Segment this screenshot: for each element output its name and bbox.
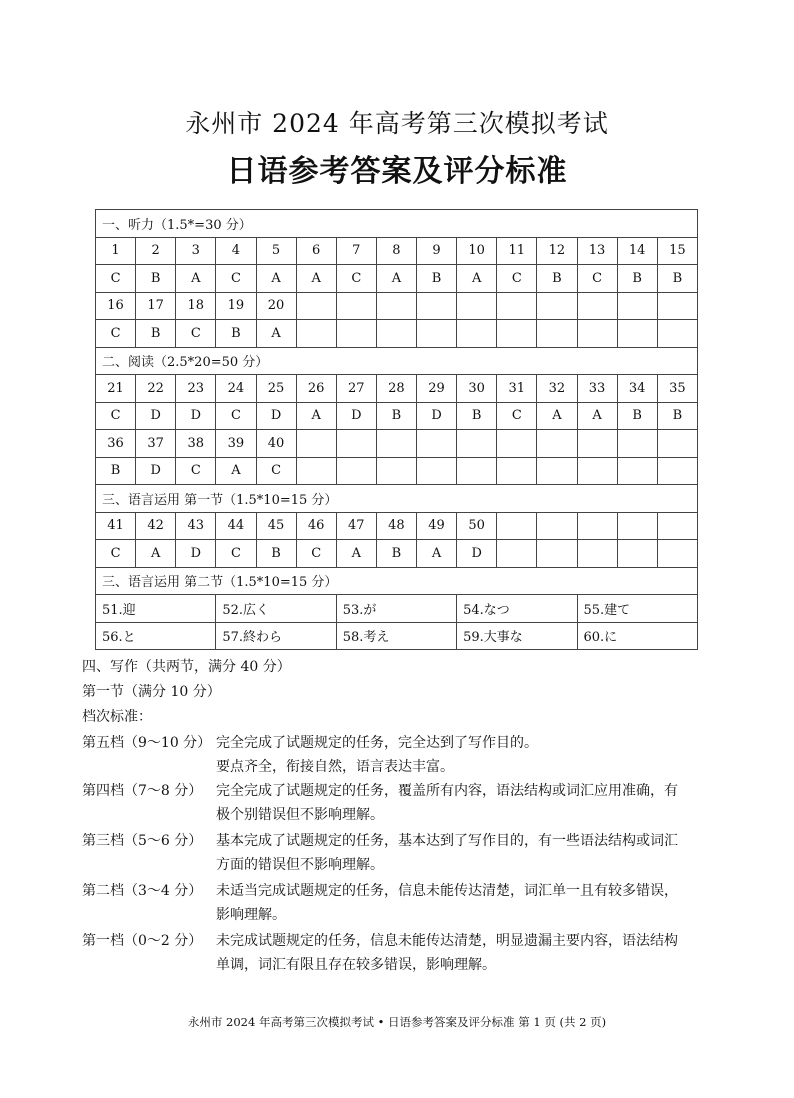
question-number — [296, 430, 336, 458]
question-number: 28 — [376, 375, 416, 403]
number-row — [96, 430, 698, 458]
level-text: 完全完成了试题规定的任务，完全达到了写作目的。 — [216, 735, 538, 751]
level-item — [82, 829, 722, 877]
level-text: 要点齐全，衔接自然，语言表达丰富。 — [216, 759, 454, 775]
level-label: 第四档（7～8 分） — [82, 783, 203, 799]
answer-row — [96, 595, 698, 623]
answer-cell: A — [296, 402, 336, 430]
fill-answer-cell: 53.が — [336, 595, 456, 623]
answer-row — [96, 457, 698, 485]
question-number: 49 — [417, 512, 457, 540]
question-number: 12 — [537, 237, 577, 265]
answer-cell: B — [657, 265, 697, 293]
answer-cell: B — [136, 320, 176, 348]
answer-cell — [497, 540, 537, 568]
answer-cell: C — [96, 265, 136, 293]
answer-cell — [537, 540, 577, 568]
answer-cell: A — [216, 457, 256, 485]
question-number: 21 — [96, 375, 136, 403]
answer-cell: B — [136, 265, 176, 293]
question-number — [296, 292, 336, 320]
fill-answer-cell: 59.大事な — [457, 622, 577, 650]
question-number — [457, 292, 497, 320]
answer-cell: B — [617, 265, 657, 293]
level-item — [82, 879, 722, 927]
number-row — [96, 375, 698, 403]
question-number: 34 — [617, 375, 657, 403]
question-number: 16 — [96, 292, 136, 320]
question-number — [617, 512, 657, 540]
level-text: 极个别错误但不影响理解。 — [216, 807, 384, 823]
level-text: 单调，词汇有限且存在较多错误，影响理解。 — [216, 957, 496, 973]
answer-row — [96, 622, 698, 650]
fill-answer-cell: 60.に — [577, 622, 698, 650]
question-number: 39 — [216, 430, 256, 458]
level-item — [82, 731, 722, 779]
answer-cell — [336, 320, 376, 348]
answer-cell: C — [497, 265, 537, 293]
level-text: 方面的错误但不影响理解。 — [216, 857, 384, 873]
answer-cell: B — [537, 265, 577, 293]
answer-cell — [537, 457, 577, 485]
answer-row — [96, 320, 698, 348]
question-number: 26 — [296, 375, 336, 403]
answer-cell: C — [296, 540, 336, 568]
answer-cell: D — [417, 402, 457, 430]
fill-answer-cell: 58.考え — [336, 622, 456, 650]
answer-cell: A — [136, 540, 176, 568]
question-number — [657, 512, 697, 540]
question-number — [497, 292, 537, 320]
question-number: 7 — [336, 237, 376, 265]
level-label: 第二档（3～4 分） — [82, 883, 203, 899]
number-row — [96, 237, 698, 265]
answer-cell: D — [256, 402, 296, 430]
answer-cell: A — [457, 265, 497, 293]
question-number — [376, 292, 416, 320]
answer-cell: C — [216, 540, 256, 568]
question-number: 22 — [136, 375, 176, 403]
answer-cell: D — [336, 402, 376, 430]
answer-cell: B — [457, 402, 497, 430]
question-number: 30 — [457, 375, 497, 403]
question-number: 43 — [176, 512, 216, 540]
question-number: 4 — [216, 237, 256, 265]
answer-cell — [376, 457, 416, 485]
fill-answer-cell: 54.なつ — [457, 595, 577, 623]
answer-row — [96, 540, 698, 568]
answer-cell: B — [256, 540, 296, 568]
question-number: 6 — [296, 237, 336, 265]
answer-cell: B — [376, 402, 416, 430]
question-number — [497, 512, 537, 540]
section-header-row — [96, 485, 698, 513]
answer-cell: A — [256, 265, 296, 293]
question-number: 35 — [657, 375, 697, 403]
fill-answer-cell: 52.広く — [216, 595, 336, 623]
answer-cell: B — [417, 265, 457, 293]
question-number — [577, 292, 617, 320]
level-text: 未适当完成试题规定的任务，信息未能传达清楚，词汇单一且有较多错误， — [216, 883, 678, 899]
question-number: 45 — [256, 512, 296, 540]
answer-cell: C — [176, 457, 216, 485]
question-number: 40 — [256, 430, 296, 458]
listening-heading: 一、听力（1.5*=30 分） — [96, 210, 698, 238]
question-number — [376, 430, 416, 458]
number-row — [96, 512, 698, 540]
question-number — [577, 430, 617, 458]
question-number: 10 — [457, 237, 497, 265]
question-number — [657, 430, 697, 458]
question-number: 19 — [216, 292, 256, 320]
answer-cell: A — [376, 265, 416, 293]
writing-heading: 四、写作（共两节，满分 40 分） — [82, 659, 291, 675]
question-number: 23 — [176, 375, 216, 403]
question-number — [617, 430, 657, 458]
question-number: 36 — [96, 430, 136, 458]
section-header-row — [96, 210, 698, 238]
question-number: 17 — [136, 292, 176, 320]
answer-cell: A — [577, 402, 617, 430]
question-number: 15 — [657, 237, 697, 265]
fill-answer-cell: 57.終わら — [216, 622, 336, 650]
answer-cell — [657, 540, 697, 568]
section-header-row — [96, 567, 698, 595]
answer-cell — [336, 457, 376, 485]
answer-cell: C — [256, 457, 296, 485]
answer-cell — [296, 457, 336, 485]
level-text: 基本完成了试题规定的任务，基本达到了写作目的，有一些语法结构或词汇 — [216, 833, 678, 849]
question-number: 14 — [617, 237, 657, 265]
answer-cell: A — [296, 265, 336, 293]
criteria-label: 档次标准： — [82, 709, 152, 725]
question-number: 25 — [256, 375, 296, 403]
reading-heading: 二、阅读（2.5*20=50 分） — [96, 347, 698, 375]
question-number — [657, 292, 697, 320]
answer-row — [96, 402, 698, 430]
answer-cell: B — [376, 540, 416, 568]
level-item — [82, 929, 722, 977]
answer-cell: C — [96, 402, 136, 430]
answer-cell: A — [176, 265, 216, 293]
answer-cell — [417, 320, 457, 348]
question-number — [537, 292, 577, 320]
question-number — [617, 292, 657, 320]
answer-cell — [417, 457, 457, 485]
question-number: 33 — [577, 375, 617, 403]
question-number — [336, 430, 376, 458]
question-number — [417, 292, 457, 320]
answer-cell: A — [537, 402, 577, 430]
answer-cell: C — [96, 320, 136, 348]
answer-cell — [617, 540, 657, 568]
level-text: 完全完成了试题规定的任务，覆盖所有内容，语法结构或词汇应用准确，有 — [216, 783, 678, 799]
fill-answer-cell: 55.建て — [577, 595, 698, 623]
page-subtitle: 日语参考答案及评分标准 — [226, 154, 568, 189]
question-number: 18 — [176, 292, 216, 320]
answer-table — [95, 209, 698, 650]
question-number — [537, 430, 577, 458]
question-number: 42 — [136, 512, 176, 540]
answer-cell — [497, 320, 537, 348]
question-number — [417, 430, 457, 458]
question-number: 8 — [376, 237, 416, 265]
question-number: 29 — [417, 375, 457, 403]
answer-cell: C — [96, 540, 136, 568]
question-number: 46 — [296, 512, 336, 540]
question-number — [537, 512, 577, 540]
usage2-heading: 三、语言运用 第二节（1.5*10=15 分） — [96, 567, 698, 595]
answer-cell: D — [457, 540, 497, 568]
section-header-row — [96, 347, 698, 375]
answer-cell — [657, 320, 697, 348]
level-item — [82, 779, 722, 827]
question-number: 20 — [256, 292, 296, 320]
question-number: 2 — [136, 237, 176, 265]
answer-cell: D — [176, 402, 216, 430]
answer-cell: D — [136, 402, 176, 430]
question-number — [577, 512, 617, 540]
answer-cell: B — [657, 402, 697, 430]
question-number: 38 — [176, 430, 216, 458]
question-number: 5 — [256, 237, 296, 265]
question-number: 47 — [336, 512, 376, 540]
answer-cell: A — [417, 540, 457, 568]
answer-cell: C — [216, 265, 256, 293]
answer-cell — [617, 320, 657, 348]
level-label: 第五档（9～10 分） — [82, 735, 212, 751]
answer-cell: C — [497, 402, 537, 430]
question-number: 3 — [176, 237, 216, 265]
page-title: 永州市 2024 年高考第三次模拟考试 — [185, 109, 609, 138]
question-number: 32 — [537, 375, 577, 403]
answer-cell — [577, 320, 617, 348]
question-number — [457, 430, 497, 458]
answer-cell — [657, 457, 697, 485]
level-text: 影响理解。 — [216, 907, 286, 923]
answer-cell: C — [216, 402, 256, 430]
level-label: 第一档（0～2 分） — [82, 933, 203, 949]
answer-cell: C — [577, 265, 617, 293]
answer-cell: D — [136, 457, 176, 485]
answer-cell — [497, 457, 537, 485]
question-number: 27 — [336, 375, 376, 403]
question-number: 44 — [216, 512, 256, 540]
question-number — [336, 292, 376, 320]
answer-cell: B — [216, 320, 256, 348]
answer-cell — [537, 320, 577, 348]
answer-cell — [376, 320, 416, 348]
answer-cell: C — [176, 320, 216, 348]
level-text: 未完成试题规定的任务，信息未能传达清楚，明显遗漏主要内容，语法结构 — [216, 933, 678, 949]
writing-section: 第一节（满分 10 分） — [82, 684, 221, 700]
answer-cell: A — [336, 540, 376, 568]
question-number: 37 — [136, 430, 176, 458]
usage1-heading: 三、语言运用 第一节（1.5*10=15 分） — [96, 485, 698, 513]
answer-cell — [617, 457, 657, 485]
number-row — [96, 292, 698, 320]
question-number — [497, 430, 537, 458]
answer-cell: B — [617, 402, 657, 430]
answer-cell: A — [256, 320, 296, 348]
answer-row — [96, 265, 698, 293]
question-number: 48 — [376, 512, 416, 540]
answer-cell: B — [96, 457, 136, 485]
answer-cell — [577, 457, 617, 485]
page-footer: 永州市 2024 年高考第三次模拟考试 • 日语参考答案及评分标准 第 1 页 (共 2 页) — [187, 1015, 607, 1029]
question-number: 50 — [457, 512, 497, 540]
question-number: 9 — [417, 237, 457, 265]
answer-cell: C — [336, 265, 376, 293]
level-label: 第三档（5～6 分） — [82, 833, 203, 849]
question-number: 11 — [497, 237, 537, 265]
answer-cell — [457, 320, 497, 348]
answer-cell — [457, 457, 497, 485]
question-number: 41 — [96, 512, 136, 540]
answer-cell — [577, 540, 617, 568]
answer-cell — [296, 320, 336, 348]
question-number: 13 — [577, 237, 617, 265]
fill-answer-cell: 56.と — [96, 622, 216, 650]
question-number: 24 — [216, 375, 256, 403]
answer-cell: D — [176, 540, 216, 568]
fill-answer-cell: 51.迎 — [96, 595, 216, 623]
question-number: 31 — [497, 375, 537, 403]
question-number: 1 — [96, 237, 136, 265]
